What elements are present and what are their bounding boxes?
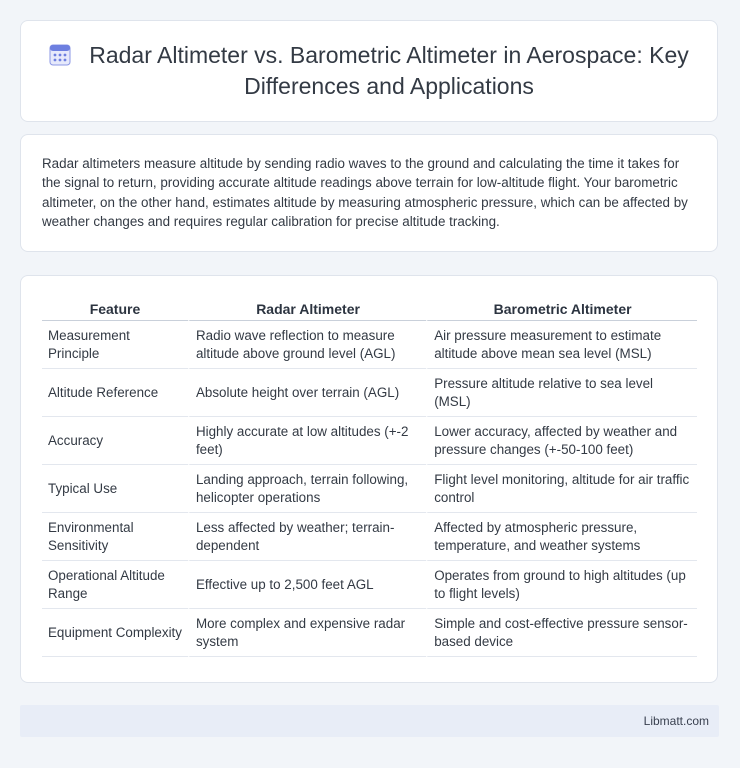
cell-feature: Typical Use bbox=[42, 465, 188, 513]
comparison-table bbox=[42, 296, 697, 657]
title-wrap bbox=[49, 40, 689, 102]
cell-radar: Landing approach, terrain following, helicopter operations bbox=[188, 465, 426, 513]
cell-barometric: Operates from ground to high altitudes (up to flight levels) bbox=[426, 561, 697, 609]
cell-barometric: Flight level monitoring, altitude for air traffic control bbox=[426, 465, 697, 513]
cell-barometric: Affected by atmospheric pressure, temperature, and weather systems bbox=[426, 513, 697, 561]
cell-feature: Environmental Sensitivity bbox=[42, 513, 188, 561]
cell-radar: More complex and expensive radar system bbox=[188, 609, 426, 657]
table-row bbox=[42, 561, 697, 609]
page-title: Radar Altimeter vs. Barometric Altimeter in Aerospace: Key Differences and Applications bbox=[89, 42, 689, 99]
cell-barometric: Lower accuracy, affected by weather and pressure changes (+-50-100 feet) bbox=[426, 417, 697, 465]
footer bbox=[20, 705, 719, 737]
title-card bbox=[20, 20, 718, 122]
cell-radar: Absolute height over terrain (AGL) bbox=[188, 369, 426, 417]
cell-feature: Measurement Principle bbox=[42, 321, 188, 369]
footer-brand-link[interactable]: Libmatt.com bbox=[643, 714, 709, 728]
table-header-row bbox=[42, 296, 697, 321]
table-row bbox=[42, 417, 697, 465]
cell-barometric: Pressure altitude relative to sea level (MSL) bbox=[426, 369, 697, 417]
cell-feature: Operational Altitude Range bbox=[42, 561, 188, 609]
calculator-icon bbox=[49, 44, 71, 66]
cell-feature: Altitude Reference bbox=[42, 369, 188, 417]
table-row bbox=[42, 321, 697, 369]
comparison-card bbox=[20, 275, 718, 683]
table-row bbox=[42, 513, 697, 561]
intro-paragraph: Radar altimeters measure altitude by sending radio waves to the ground and calculating the time it takes for the signal to return, providing accurate altitude readings above terrain for low-altitude flight. Your barometric altimeter, on the other hand, estimates altitude by measuring atmospheric pressure, which can be affected by weather changes and requires regular calibration for precise altitude tracking. bbox=[42, 156, 688, 230]
header-barometric: Barometric Altimeter bbox=[426, 296, 697, 321]
intro-card bbox=[20, 134, 718, 252]
cell-radar: Radio wave reflection to measure altitude above ground level (AGL) bbox=[188, 321, 426, 369]
cell-radar: Highly accurate at low altitudes (+-2 feet) bbox=[188, 417, 426, 465]
table-row bbox=[42, 609, 697, 657]
cell-feature: Equipment Complexity bbox=[42, 609, 188, 657]
cell-barometric: Air pressure measurement to estimate altitude above mean sea level (MSL) bbox=[426, 321, 697, 369]
header-radar: Radar Altimeter bbox=[188, 296, 426, 321]
cell-barometric: Simple and cost-effective pressure sensor-based device bbox=[426, 609, 697, 657]
header-feature: Feature bbox=[42, 296, 188, 321]
table-row bbox=[42, 369, 697, 417]
cell-feature: Accuracy bbox=[42, 417, 188, 465]
table-row bbox=[42, 465, 697, 513]
cell-radar: Less affected by weather; terrain-dependent bbox=[188, 513, 426, 561]
cell-radar: Effective up to 2,500 feet AGL bbox=[188, 561, 426, 609]
